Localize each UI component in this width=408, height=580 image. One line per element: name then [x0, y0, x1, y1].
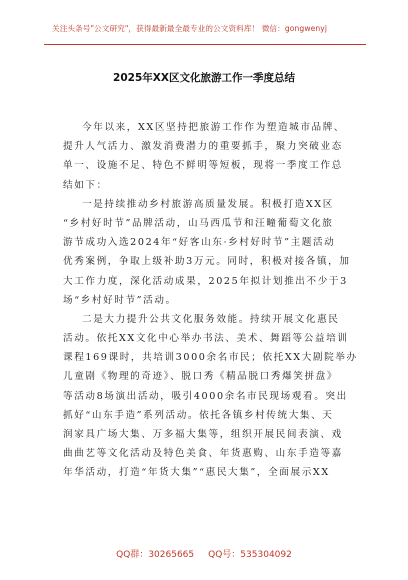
header-banner: 关注头条号"公文研究"，获得最新最全最专业的公文资料库！ 微信：gongwenyj: [52, 24, 328, 33]
body-line: 今年以来，XX区坚持把旅游工作作为塑造城市品牌、: [82, 122, 346, 133]
body-line: 游节成功入选2024年“好客山东·乡村好时节”主题活动: [63, 237, 336, 249]
document-body: [63, 118, 358, 483]
body-line: 结如下：: [63, 179, 108, 191]
body-line: 等活动8场演出活动，吸引4000余名市民现场观看。突出: [63, 390, 348, 402]
body-line: 优秀案例，争取上级补助3万元。同时，积极对接各镇，加: [63, 256, 351, 268]
footer-qq-group: QQ群：30265665: [116, 550, 195, 560]
body-line: 课程169课时，共培训3000余名市民；依托XX大剧院举办: [63, 352, 358, 364]
body-line: “乡村好时节”品牌活动，山马西瓜节和汪疃葡萄文化旅: [63, 217, 334, 229]
body-line: 儿童剧《物理的奇迹》、脱口秀《精品脱口秀爆笑拼盘》: [63, 371, 339, 383]
document-title: 2025年XX区文化旅游工作一季度总结: [113, 72, 295, 84]
body-line: 曲曲艺等文化活动及特色美食、年货惠购、山东手造等嘉: [63, 448, 343, 460]
footer-contact: [0, 549, 408, 561]
footer-qq-number: QQ号：535304092: [208, 550, 292, 560]
body-line: 提升人气活力、激发消费潜力的重要抓手，聚力突破业态: [63, 141, 343, 153]
body-line: 一是持续推动乡村旅游高质量发展。积极打造XX区: [82, 198, 334, 210]
body-line: 抓好“山东手造”系列活动。依托各镇乡村传统大集、天: [63, 409, 334, 421]
body-line: 单一、设施不足、特色不鲜明等短板，现将一季度工作总: [63, 160, 343, 172]
body-line: 场“乡村好时节”活动。: [63, 294, 177, 306]
body-line: 活动。依托XX文化中心举办书法、美术、舞蹈等公益培训: [63, 333, 349, 345]
header-divider: [44, 44, 366, 45]
body-line: 二是大力提升公共文化服务效能。持续开展文化惠民: [82, 313, 340, 325]
body-line: 润家具广场大集、万多福大集等，组织开展民间表演、戏: [63, 429, 343, 440]
body-line: 大工作力度，深化活动成果，2025年拟计划推出不少于3: [63, 275, 348, 287]
body-line: 年华活动，打造“年货大集”“惠民大集”，全面展示XX: [63, 467, 330, 479]
